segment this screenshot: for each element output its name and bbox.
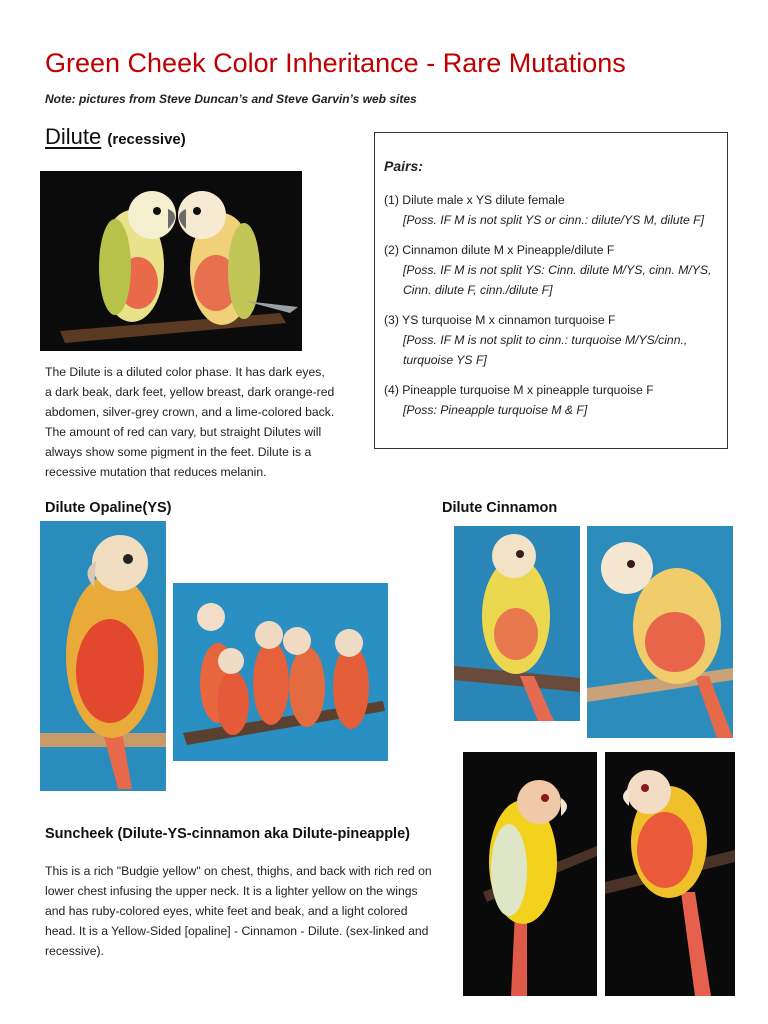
pair-result: [Poss: Pineapple turquoise M & F]	[403, 403, 588, 417]
source-note: Note: pictures from Steve Duncan’s and Steve Garvin’s web sites	[45, 92, 417, 106]
text-line: lower chest infusing the upper neck. It is a lighter yellow on the wings	[45, 884, 418, 898]
pair-result: [Poss. IF M is not split YS or cinn.: dilute/YS M, dilute F]	[403, 213, 704, 227]
page-title: Green Cheek Color Inheritance - Rare Mutations	[45, 48, 626, 78]
photo-suncheek-2	[605, 752, 735, 996]
pair-result: turquoise YS F]	[403, 353, 487, 367]
dilute-heading	[45, 124, 186, 150]
dilute-description	[45, 362, 363, 482]
text-line: The Dilute is a diluted color phase. It has dark eyes,	[45, 365, 325, 379]
pair-result: [Poss. IF M is not split to cinn.: turquoise M/YS/cinn.,	[403, 333, 688, 347]
pair-item-2	[384, 240, 717, 300]
photo-suncheek-1	[463, 752, 597, 996]
pair-result: Cinn. dilute F, cinn./dilute F]	[403, 283, 553, 297]
suncheek-description	[45, 861, 455, 961]
pair-item-1	[384, 190, 717, 230]
pairs-box	[374, 132, 728, 449]
dilute-cinnamon-heading: Dilute Cinnamon	[442, 500, 558, 516]
text-line: recessive mutation that reduces melanin.	[45, 465, 267, 479]
text-line: head. It is a Yellow-Sided [opaline] - Cinnamon - Dilute. (sex-linked and	[45, 924, 429, 938]
pair-cross: (2) Cinnamon dilute M x Pineapple/dilute F	[384, 243, 615, 257]
text-line: recessive).	[45, 944, 104, 958]
text-line: always show some pigment in the feet. Dilute is a	[45, 445, 312, 459]
dilute-heading-suffix: (recessive)	[107, 131, 186, 148]
photo-dilute-opaline-group	[173, 583, 388, 761]
text-line: This is a rich "Budgie yellow" on chest, thighs, and back with rich red on	[45, 864, 432, 878]
text-line: The amount of red can vary, but straight Dilutes will	[45, 425, 322, 439]
text-line: and has ruby-colored eyes, white feet and beak, and a light colored	[45, 904, 408, 918]
photo-dilute-cinnamon-1	[454, 526, 580, 721]
dilute-opaline-heading: Dilute Opaline(YS)	[45, 500, 172, 516]
pair-cross: (3) YS turquoise M x cinnamon turquoise F	[384, 313, 616, 327]
pair-cross: (4) Pineapple turquoise M x pineapple turquoise F	[384, 383, 654, 397]
pairs-title: Pairs:	[384, 158, 423, 174]
pair-result: [Poss. IF M is not split YS: Cinn. dilute M/YS, cinn. M/YS,	[403, 263, 712, 277]
suncheek-heading: Suncheek (Dilute-YS-cinnamon aka Dilute-pineapple)	[45, 826, 410, 842]
pair-item-3	[384, 310, 717, 370]
pair-cross: (1) Dilute male x YS dilute female	[384, 193, 565, 207]
photo-dilute-opaline-single	[40, 521, 166, 791]
pair-item-4	[384, 380, 717, 420]
photo-dilute-pair	[40, 171, 302, 351]
text-line: a dark beak, dark feet, yellow breast, dark orange-red	[45, 385, 335, 399]
text-line: abdomen, silver-grey crown, and a lime-colored back.	[45, 405, 335, 419]
dilute-heading-text: Dilute	[45, 124, 102, 149]
photo-dilute-cinnamon-2	[587, 526, 733, 738]
